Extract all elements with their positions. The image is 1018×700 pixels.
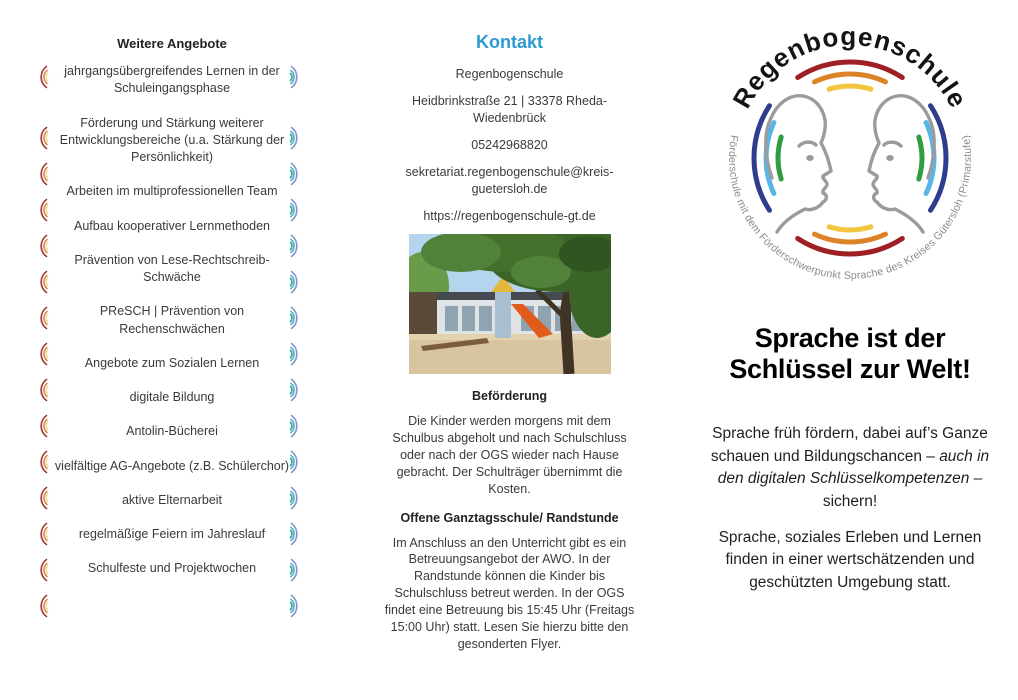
section-befoerderung bbox=[383, 388, 636, 497]
sound-wave-left-icon bbox=[36, 198, 50, 222]
play-tower bbox=[495, 292, 511, 338]
section-heading: Beförderung bbox=[472, 389, 547, 404]
contact-panel bbox=[383, 30, 636, 665]
offer-item: vielfältige AG-Angebote (z.B. Schülerchor) bbox=[54, 458, 290, 473]
sound-wave-right-icon bbox=[288, 594, 302, 618]
sound-wave-left-icon bbox=[36, 342, 50, 366]
sound-wave-left-icon bbox=[36, 126, 50, 150]
headline: Sprache ist der Schlüssel zur Welt! bbox=[729, 323, 971, 385]
sound-wave-left-icon bbox=[36, 378, 50, 402]
sound-wave-left-icon bbox=[36, 450, 50, 474]
offer-item: digitale Bildung bbox=[129, 390, 215, 404]
sound-wave-left-icon bbox=[36, 414, 50, 438]
right-panel bbox=[704, 18, 996, 608]
offer-item: jahrgangsübergreifendes Lernen in der Schuleingangsphase bbox=[64, 64, 280, 96]
offers-title: Weitere Angebote bbox=[117, 36, 227, 51]
contact-line: 05242968820 bbox=[471, 137, 548, 152]
sound-wave-left-icon bbox=[36, 594, 50, 618]
sound-wave-left-icon bbox=[36, 522, 50, 546]
school-playground-photo bbox=[409, 234, 611, 374]
sound-wave-left-icon bbox=[36, 306, 50, 330]
face-profiles-icon bbox=[766, 96, 934, 232]
offer-item: Antolin-Bücherei bbox=[126, 424, 218, 439]
sound-wave-left-icon bbox=[36, 65, 50, 89]
offer-item: Arbeiten im multiprofessionellen Team bbox=[66, 184, 278, 199]
values-paragraph: Sprache, soziales Erleben und Lernen finden in einer wertschätzenden und geschützten Umgebung statt. bbox=[718, 528, 982, 591]
school-logo bbox=[715, 18, 985, 298]
offer-item: Angebote zum Sozialen Lernen bbox=[84, 355, 260, 370]
italic-text-segment: auch in den digitalen Schlüsselkompetenzen – bbox=[717, 447, 990, 488]
offer-item: PReSCH | Prävention von Rechenschwächen bbox=[99, 304, 245, 336]
sound-wave-left-icon bbox=[36, 234, 50, 258]
intro-paragraph bbox=[704, 423, 996, 513]
text-segment: Sprache früh fördern, dabei auf’s Ganze schauen und Bildungschancen – bbox=[710, 425, 988, 465]
offer-item: Aufbau kooperativer Lernmethoden bbox=[74, 218, 270, 233]
contact-heading: Kontakt bbox=[476, 32, 543, 52]
sound-wave-left-icon bbox=[36, 162, 50, 186]
contact-lines bbox=[383, 66, 636, 224]
contact-line: Heidbrinkstraße 21 | 33378 Rheda-Wiedenbrück bbox=[411, 94, 608, 126]
sound-wave-left-icon bbox=[36, 558, 50, 582]
section-ogs bbox=[383, 510, 636, 653]
sound-wave-left-icon bbox=[36, 486, 50, 510]
section-text: Die Kinder werden morgens mit dem Schulbus abgeholt und nach Schulschluss oder nach der OGS wieder nach Hause gebracht. Der Schulträger übernimmt die Kosten. bbox=[392, 414, 627, 496]
offer-item: Förderung und Stärkung weiterer Entwicklungsbereiche (u.a. Stärkung der Persönlichkeit) bbox=[59, 115, 285, 164]
contact-line: sekretariat.regenbogenschule@kreis-guetersloh.de bbox=[405, 164, 614, 196]
contact-line: https://regenbogenschule-gt.de bbox=[423, 208, 596, 223]
section-heading: Offene Ganztagsschule/ Randstunde bbox=[400, 510, 619, 525]
text-segment: sichern! bbox=[822, 492, 878, 510]
section-text: Im Anschluss an den Unterricht gibt es ein Betreuungsangebot der AWO. In der Randstunde können die Kinder bis Schulschluss betreut werden. In der OGS findet eine Betreuung bis 15:45 Uhr (Freitags 15:00 Uhr) statt. Lesen Sie hierzu bitte den gesonderten Flyer. bbox=[384, 535, 635, 651]
offer-item: Schulfeste und Projektwochen bbox=[87, 561, 257, 576]
offer-item: regelmäßige Feiern im Jahreslauf bbox=[78, 527, 266, 541]
logo-subtitle-arc: Förderschule mit dem Förderschwerpunkt Sprache des Kreises Gütersloh (Primarstufe) bbox=[725, 134, 975, 282]
offers-list bbox=[52, 63, 292, 578]
contact-line: Regenbogenschule bbox=[455, 67, 564, 82]
offer-item: aktive Elternarbeit bbox=[121, 492, 223, 507]
logo-title-arc: Regenbogenschule bbox=[726, 20, 974, 113]
sound-wave-left-icon bbox=[36, 270, 50, 294]
offer-item: Prävention von Lese-Rechtschreib-Schwäche bbox=[74, 252, 270, 284]
